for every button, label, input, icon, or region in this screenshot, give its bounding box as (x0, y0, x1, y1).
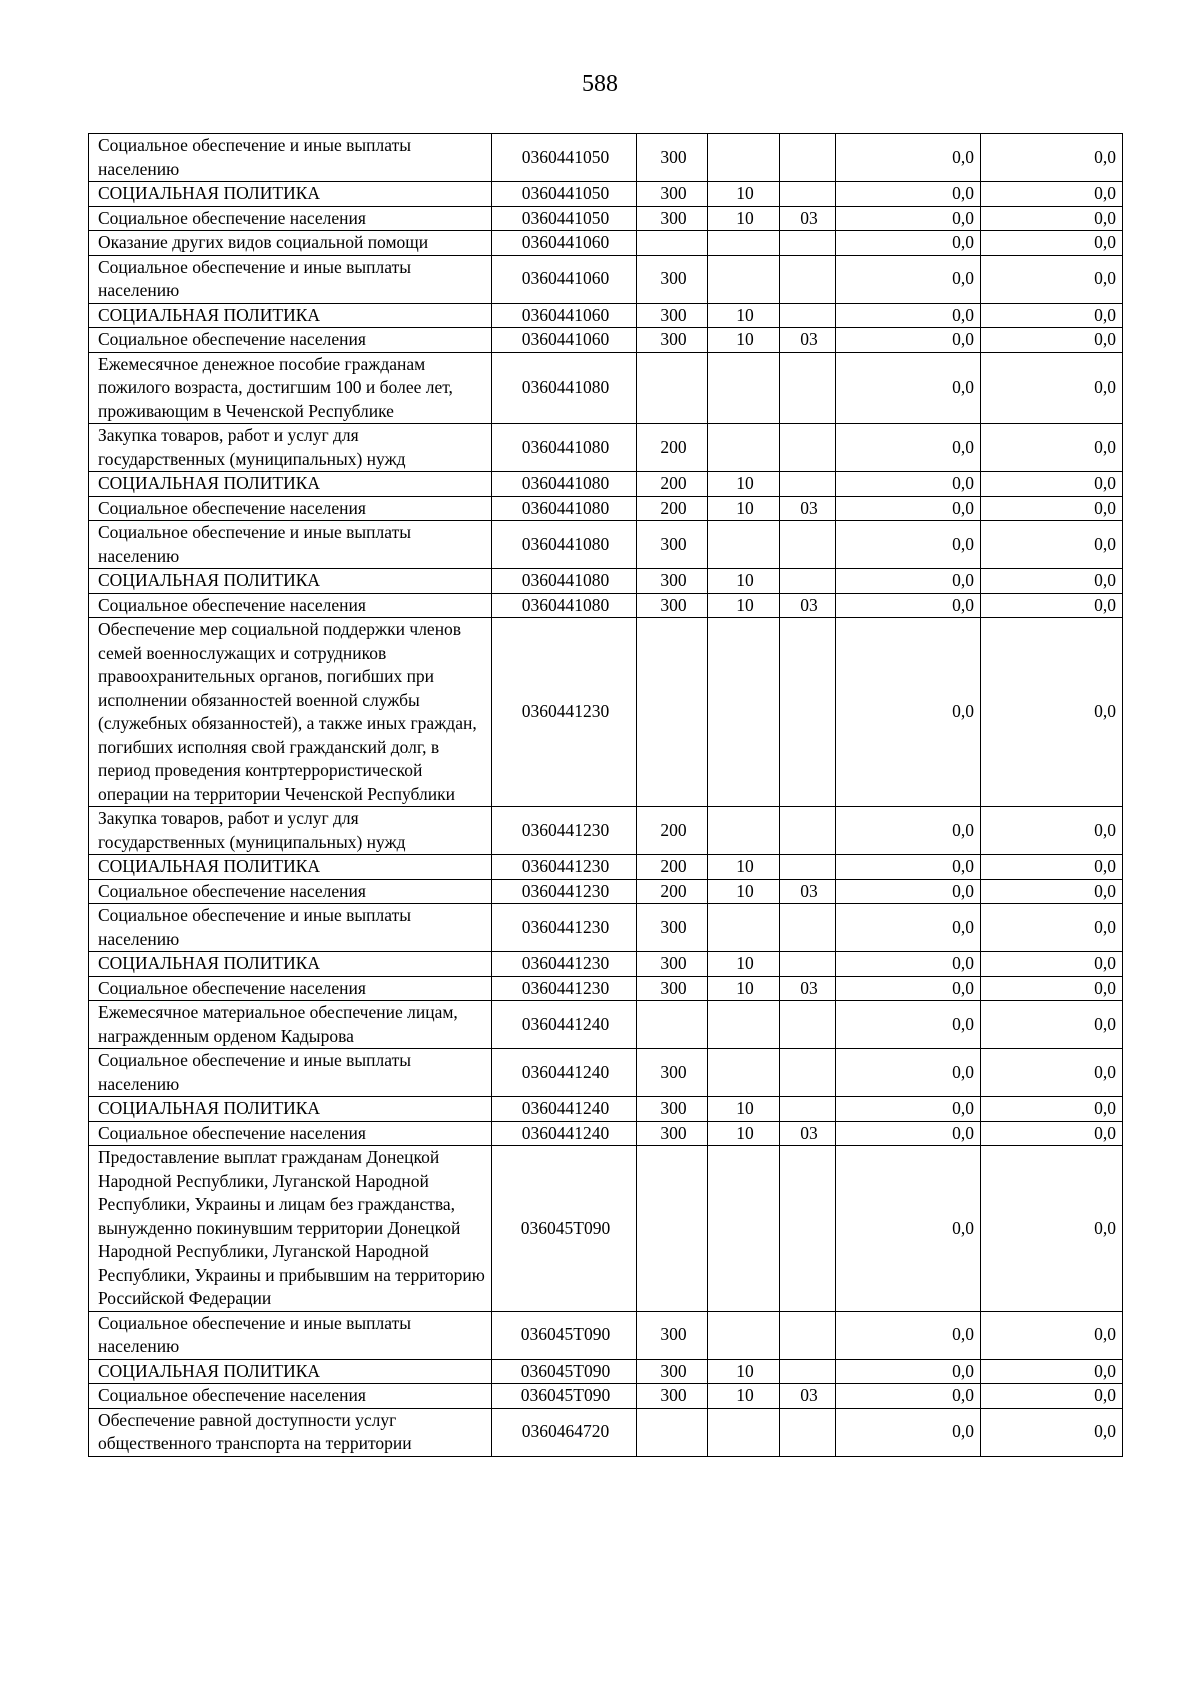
table-row (89, 496, 1123, 521)
row-code-cell: 0360441230 (492, 618, 637, 807)
row-subsection-cell: 03 (780, 976, 836, 1001)
row-amount-1-cell: 0,0 (836, 521, 981, 569)
table-row (89, 904, 1123, 952)
row-name-cell: Обеспечение равной доступности услуг общественного транспорта на территории (89, 1408, 492, 1456)
budget-table-body (89, 134, 1123, 1457)
row-expense-type-cell: 300 (637, 904, 708, 952)
row-expense-type-cell: 300 (637, 134, 708, 182)
row-code-cell: 0360441060 (492, 328, 637, 353)
row-amount-1-cell: 0,0 (836, 1121, 981, 1146)
row-amount-2-cell: 0,0 (981, 231, 1123, 256)
row-subsection-cell (780, 231, 836, 256)
row-subsection-cell (780, 1359, 836, 1384)
row-expense-type-cell: 200 (637, 879, 708, 904)
row-expense-type-cell: 300 (637, 1384, 708, 1409)
row-amount-2-cell: 0,0 (981, 206, 1123, 231)
row-section-cell (708, 807, 780, 855)
row-subsection-cell (780, 352, 836, 424)
row-expense-type-cell: 200 (637, 807, 708, 855)
row-amount-1-cell: 0,0 (836, 952, 981, 977)
row-subsection-cell (780, 1311, 836, 1359)
row-amount-1-cell: 0,0 (836, 976, 981, 1001)
row-expense-type-cell (637, 1408, 708, 1456)
row-section-cell (708, 1049, 780, 1097)
row-expense-type-cell: 300 (637, 952, 708, 977)
row-amount-2-cell: 0,0 (981, 1049, 1123, 1097)
row-expense-type-cell: 300 (637, 593, 708, 618)
table-row (89, 1359, 1123, 1384)
row-name-cell: СОЦИАЛЬНАЯ ПОЛИТИКА (89, 1359, 492, 1384)
row-section-cell: 10 (708, 879, 780, 904)
row-amount-2-cell: 0,0 (981, 472, 1123, 497)
row-expense-type-cell (637, 618, 708, 807)
table-row (89, 206, 1123, 231)
row-code-cell: 0360441240 (492, 1049, 637, 1097)
row-amount-1-cell: 0,0 (836, 496, 981, 521)
row-section-cell (708, 134, 780, 182)
row-section-cell (708, 1001, 780, 1049)
row-expense-type-cell: 300 (637, 303, 708, 328)
row-amount-1-cell: 0,0 (836, 182, 981, 207)
row-section-cell: 10 (708, 952, 780, 977)
table-row (89, 231, 1123, 256)
row-amount-2-cell: 0,0 (981, 879, 1123, 904)
row-expense-type-cell: 200 (637, 424, 708, 472)
row-subsection-cell (780, 1146, 836, 1312)
row-subsection-cell (780, 472, 836, 497)
row-amount-1-cell: 0,0 (836, 1001, 981, 1049)
row-code-cell: 0360464720 (492, 1408, 637, 1456)
row-code-cell: 0360441060 (492, 231, 637, 256)
row-amount-1-cell: 0,0 (836, 1359, 981, 1384)
row-subsection-cell: 03 (780, 206, 836, 231)
row-subsection-cell (780, 618, 836, 807)
row-code-cell: 0360441240 (492, 1097, 637, 1122)
row-amount-1-cell: 0,0 (836, 134, 981, 182)
row-code-cell: 0360441080 (492, 496, 637, 521)
row-section-cell: 10 (708, 569, 780, 594)
row-section-cell: 10 (708, 593, 780, 618)
row-code-cell: 036045Т090 (492, 1146, 637, 1312)
row-name-cell: Социальное обеспечение населения (89, 1384, 492, 1409)
row-section-cell (708, 1311, 780, 1359)
row-amount-1-cell: 0,0 (836, 303, 981, 328)
row-code-cell: 0360441230 (492, 879, 637, 904)
row-amount-2-cell: 0,0 (981, 496, 1123, 521)
row-amount-2-cell: 0,0 (981, 1121, 1123, 1146)
row-amount-1-cell: 0,0 (836, 1408, 981, 1456)
table-row (89, 952, 1123, 977)
row-name-cell: Предоставление выплат гражданам Донецкой Народной Республики, Луганской Народной Республики, Украины и лицам без гражданства, вынужденно покинувшим территории Донецкой Народной Республики, Луганской Народной Республики, Украины и прибывшим на территорию Российской Федерации (89, 1146, 492, 1312)
row-expense-type-cell: 300 (637, 1311, 708, 1359)
row-subsection-cell: 03 (780, 593, 836, 618)
table-row (89, 521, 1123, 569)
row-section-cell: 10 (708, 206, 780, 231)
row-amount-2-cell: 0,0 (981, 1359, 1123, 1384)
row-amount-2-cell: 0,0 (981, 807, 1123, 855)
row-amount-2-cell: 0,0 (981, 521, 1123, 569)
row-subsection-cell: 03 (780, 496, 836, 521)
table-row (89, 472, 1123, 497)
row-amount-2-cell: 0,0 (981, 904, 1123, 952)
row-amount-1-cell: 0,0 (836, 879, 981, 904)
row-name-cell: Закупка товаров, работ и услуг для государственных (муниципальных) нужд (89, 424, 492, 472)
row-name-cell: Социальное обеспечение и иные выплаты населению (89, 521, 492, 569)
row-amount-2-cell: 0,0 (981, 1384, 1123, 1409)
row-code-cell: 036045Т090 (492, 1311, 637, 1359)
row-name-cell: Ежемесячное материальное обеспечение лицам, награжденным орденом Кадырова (89, 1001, 492, 1049)
row-expense-type-cell: 300 (637, 328, 708, 353)
row-amount-1-cell: 0,0 (836, 255, 981, 303)
table-row (89, 618, 1123, 807)
row-amount-1-cell: 0,0 (836, 1049, 981, 1097)
row-section-cell: 10 (708, 472, 780, 497)
row-amount-1-cell: 0,0 (836, 231, 981, 256)
row-name-cell: Социальное обеспечение населения (89, 206, 492, 231)
row-expense-type-cell: 200 (637, 496, 708, 521)
row-amount-2-cell: 0,0 (981, 1408, 1123, 1456)
row-subsection-cell (780, 303, 836, 328)
row-code-cell: 0360441080 (492, 569, 637, 594)
row-subsection-cell (780, 521, 836, 569)
row-amount-2-cell: 0,0 (981, 952, 1123, 977)
row-code-cell: 0360441080 (492, 472, 637, 497)
row-name-cell: СОЦИАЛЬНАЯ ПОЛИТИКА (89, 855, 492, 880)
row-name-cell: Социальное обеспечение и иные выплаты населению (89, 904, 492, 952)
row-code-cell: 0360441080 (492, 352, 637, 424)
row-amount-2-cell: 0,0 (981, 1001, 1123, 1049)
table-row (89, 424, 1123, 472)
row-code-cell: 0360441230 (492, 976, 637, 1001)
table-row (89, 352, 1123, 424)
row-subsection-cell (780, 952, 836, 977)
table-row (89, 1097, 1123, 1122)
row-code-cell: 036045Т090 (492, 1384, 637, 1409)
row-code-cell: 0360441080 (492, 593, 637, 618)
table-row (89, 879, 1123, 904)
table-row (89, 1311, 1123, 1359)
row-amount-1-cell: 0,0 (836, 352, 981, 424)
row-amount-1-cell: 0,0 (836, 328, 981, 353)
row-amount-2-cell: 0,0 (981, 1097, 1123, 1122)
row-subsection-cell (780, 569, 836, 594)
row-name-cell: Ежемесячное денежное пособие гражданам пожилого возраста, достигшим 100 и более лет, проживающим в Чеченской Республике (89, 352, 492, 424)
row-amount-2-cell: 0,0 (981, 855, 1123, 880)
row-expense-type-cell: 300 (637, 976, 708, 1001)
row-code-cell: 0360441240 (492, 1121, 637, 1146)
row-section-cell: 10 (708, 1359, 780, 1384)
row-amount-2-cell: 0,0 (981, 303, 1123, 328)
row-section-cell: 10 (708, 976, 780, 1001)
row-name-cell: Социальное обеспечение и иные выплаты населению (89, 255, 492, 303)
row-expense-type-cell: 300 (637, 1097, 708, 1122)
row-amount-2-cell: 0,0 (981, 569, 1123, 594)
table-row (89, 1384, 1123, 1409)
row-amount-2-cell: 0,0 (981, 424, 1123, 472)
table-row (89, 1001, 1123, 1049)
row-section-cell: 10 (708, 303, 780, 328)
table-row (89, 1049, 1123, 1097)
row-name-cell: СОЦИАЛЬНАЯ ПОЛИТИКА (89, 569, 492, 594)
table-row (89, 807, 1123, 855)
row-amount-1-cell: 0,0 (836, 1146, 981, 1312)
row-expense-type-cell: 300 (637, 1049, 708, 1097)
row-expense-type-cell (637, 1146, 708, 1312)
row-code-cell: 0360441050 (492, 206, 637, 231)
row-amount-1-cell: 0,0 (836, 1384, 981, 1409)
row-name-cell: Социальное обеспечение и иные выплаты населению (89, 134, 492, 182)
row-amount-1-cell: 0,0 (836, 904, 981, 952)
row-amount-2-cell: 0,0 (981, 255, 1123, 303)
table-row (89, 569, 1123, 594)
row-name-cell: Социальное обеспечение населения (89, 496, 492, 521)
row-subsection-cell: 03 (780, 1384, 836, 1409)
row-code-cell: 0360441060 (492, 255, 637, 303)
row-subsection-cell (780, 855, 836, 880)
row-subsection-cell: 03 (780, 1121, 836, 1146)
row-expense-type-cell (637, 231, 708, 256)
row-amount-1-cell: 0,0 (836, 472, 981, 497)
row-subsection-cell (780, 1408, 836, 1456)
row-amount-1-cell: 0,0 (836, 855, 981, 880)
row-subsection-cell (780, 182, 836, 207)
row-expense-type-cell: 300 (637, 521, 708, 569)
row-amount-2-cell: 0,0 (981, 618, 1123, 807)
row-code-cell: 0360441230 (492, 904, 637, 952)
row-amount-2-cell: 0,0 (981, 328, 1123, 353)
row-name-cell: Социальное обеспечение и иные выплаты населению (89, 1311, 492, 1359)
row-amount-1-cell: 0,0 (836, 618, 981, 807)
row-subsection-cell (780, 1001, 836, 1049)
row-section-cell: 10 (708, 328, 780, 353)
row-name-cell: Социальное обеспечение населения (89, 593, 492, 618)
row-expense-type-cell: 300 (637, 182, 708, 207)
row-subsection-cell: 03 (780, 879, 836, 904)
table-row (89, 855, 1123, 880)
row-section-cell: 10 (708, 855, 780, 880)
row-amount-1-cell: 0,0 (836, 1097, 981, 1122)
row-section-cell (708, 521, 780, 569)
row-amount-1-cell: 0,0 (836, 593, 981, 618)
row-amount-2-cell: 0,0 (981, 976, 1123, 1001)
table-row (89, 182, 1123, 207)
row-name-cell: СОЦИАЛЬНАЯ ПОЛИТИКА (89, 472, 492, 497)
table-row (89, 1408, 1123, 1456)
budget-table (88, 133, 1123, 1457)
row-subsection-cell (780, 134, 836, 182)
table-row (89, 976, 1123, 1001)
row-amount-1-cell: 0,0 (836, 206, 981, 231)
row-section-cell (708, 352, 780, 424)
row-code-cell: 036045Т090 (492, 1359, 637, 1384)
row-code-cell: 0360441060 (492, 303, 637, 328)
row-name-cell: СОЦИАЛЬНАЯ ПОЛИТИКА (89, 182, 492, 207)
row-expense-type-cell: 200 (637, 855, 708, 880)
row-amount-1-cell: 0,0 (836, 569, 981, 594)
row-section-cell: 10 (708, 1384, 780, 1409)
row-name-cell: Социальное обеспечение населения (89, 879, 492, 904)
table-row (89, 1146, 1123, 1312)
page-number: 588 (582, 71, 618, 97)
row-subsection-cell (780, 255, 836, 303)
row-section-cell (708, 1408, 780, 1456)
row-name-cell: СОЦИАЛЬНАЯ ПОЛИТИКА (89, 952, 492, 977)
row-expense-type-cell (637, 1001, 708, 1049)
table-row (89, 593, 1123, 618)
row-name-cell: Обеспечение мер социальной поддержки членов семей военнослужащих и сотрудников правоохранительных органов, погибших при исполнении обязанностей военной службы (служебных обязанностей), а также иных граждан, погибших исполняя свой гражданский долг, в период проведения контртеррористической операции на территории Чеченской Республики (89, 618, 492, 807)
row-section-cell (708, 231, 780, 256)
row-name-cell: Закупка товаров, работ и услуг для государственных (муниципальных) нужд (89, 807, 492, 855)
row-code-cell: 0360441050 (492, 134, 637, 182)
row-subsection-cell (780, 807, 836, 855)
row-section-cell: 10 (708, 182, 780, 207)
row-code-cell: 0360441080 (492, 521, 637, 569)
row-section-cell (708, 1146, 780, 1312)
row-code-cell: 0360441230 (492, 952, 637, 977)
row-expense-type-cell: 300 (637, 569, 708, 594)
row-section-cell (708, 255, 780, 303)
row-name-cell: Социальное обеспечение и иные выплаты населению (89, 1049, 492, 1097)
row-amount-2-cell: 0,0 (981, 352, 1123, 424)
row-section-cell (708, 904, 780, 952)
row-subsection-cell (780, 1049, 836, 1097)
row-code-cell: 0360441230 (492, 855, 637, 880)
row-name-cell: Социальное обеспечение населения (89, 1121, 492, 1146)
row-subsection-cell (780, 1097, 836, 1122)
row-amount-1-cell: 0,0 (836, 1311, 981, 1359)
table-row (89, 328, 1123, 353)
table-row (89, 134, 1123, 182)
row-section-cell: 10 (708, 1121, 780, 1146)
row-section-cell (708, 618, 780, 807)
row-expense-type-cell: 200 (637, 472, 708, 497)
row-name-cell: СОЦИАЛЬНАЯ ПОЛИТИКА (89, 1097, 492, 1122)
row-amount-2-cell: 0,0 (981, 182, 1123, 207)
row-expense-type-cell: 300 (637, 1121, 708, 1146)
row-section-cell (708, 424, 780, 472)
row-expense-type-cell: 300 (637, 1359, 708, 1384)
table-row (89, 303, 1123, 328)
row-amount-1-cell: 0,0 (836, 424, 981, 472)
row-code-cell: 0360441080 (492, 424, 637, 472)
row-name-cell: Социальное обеспечение населения (89, 328, 492, 353)
row-expense-type-cell: 300 (637, 255, 708, 303)
row-section-cell: 10 (708, 496, 780, 521)
row-section-cell: 10 (708, 1097, 780, 1122)
row-expense-type-cell: 300 (637, 206, 708, 231)
row-name-cell: Социальное обеспечение населения (89, 976, 492, 1001)
row-amount-1-cell: 0,0 (836, 807, 981, 855)
row-amount-2-cell: 0,0 (981, 593, 1123, 618)
row-amount-2-cell: 0,0 (981, 134, 1123, 182)
row-subsection-cell (780, 904, 836, 952)
row-name-cell: СОЦИАЛЬНАЯ ПОЛИТИКА (89, 303, 492, 328)
row-subsection-cell (780, 424, 836, 472)
table-row (89, 255, 1123, 303)
row-amount-2-cell: 0,0 (981, 1311, 1123, 1359)
row-amount-2-cell: 0,0 (981, 1146, 1123, 1312)
row-code-cell: 0360441240 (492, 1001, 637, 1049)
row-subsection-cell: 03 (780, 328, 836, 353)
row-name-cell: Оказание других видов социальной помощи (89, 231, 492, 256)
row-expense-type-cell (637, 352, 708, 424)
row-code-cell: 0360441050 (492, 182, 637, 207)
row-code-cell: 0360441230 (492, 807, 637, 855)
table-row (89, 1121, 1123, 1146)
